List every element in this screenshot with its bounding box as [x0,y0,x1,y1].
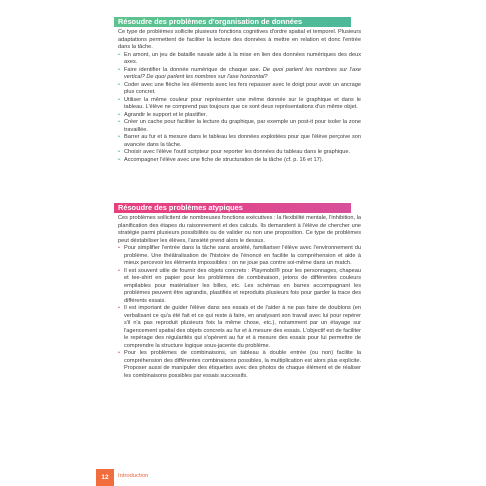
section-body-atypical-problems [118,215,361,380]
bullet-icon: • [118,66,120,73]
list-item [118,157,361,165]
bullet-icon: • [118,267,120,274]
bullet-icon: • [118,96,120,103]
list-item-text: Faire identifier la donnée numérique de chaque axe. [124,66,263,73]
list-item [118,305,361,350]
list-item [118,97,361,112]
list-item-text: Pour simplifier l'entrée dans la tâche sans anxiété, familiariser l'élève avec l'environnement du problème. Une théâtralisation de l'histoire de l'énoncé en facilite la compréhension et aide à mieux percevoir les éléments impossibles : on ne joue pas contre soi-même dans un match. [124,245,361,266]
section-body-data-organization [118,29,361,164]
section-heading-data-organization: Résoudre des problèmes d'organisation de données [114,17,351,27]
bullet-icon: • [118,119,120,125]
list-item [118,245,361,268]
list-item [118,67,361,82]
list-item-text: De quoi parlent les nombres sur l'axe vertical? De quoi parlent les nombres sur l'axe horizontal? [124,66,362,80]
list-item [118,149,361,157]
section-heading-atypical-problems: Résoudre des problèmes atypiques [114,203,351,213]
section-intro: Ce type de problèmes sollicite plusieurs fonctions cognitives d'ordre spatial et temporel. Plusieurs adaptations permettent de faciliter la lecture des données à mettre en relation et donc l'entrée dans la tâche. [118,29,361,50]
list-item-text: Accompagner l'élève avec une fiche de structuration de la tâche (cf. p. 16 et 17). [124,156,324,163]
list-item [118,268,361,306]
bullet-icon: • [118,111,120,118]
list-item-text: Il est important de guider l'élève dans ses essais et de l'aider à ne pas faire de doublons (en verbalisant ce qu'a été fait et ce qui reste à faire, en analysant son travail avec lui pour repérer s'il n'a pas reproduit plusieurs fois la même chose, etc.), notamment par un étayage sur l'agencement spatial des objets concrets au fur et à mesure des essais. L'objectif est de faciliter le repérage des régularités qui s'opèrent au fur et à mesure des essais pour lui permettre de comprendre la structure logique sous-jacente du problème. [124,305,361,349]
list-item-text: Coder avec une flèche les éléments avec les fers repasser avec le doigt pour avoir un ancrage plus concret. [124,81,361,95]
bullet-icon: • [118,51,120,58]
bullet-list [118,245,361,380]
list-item-text: Créer un cache pour faciliter la lecture du graphique, par exemple un post-it pour isoler la zone travaillée. [124,119,361,133]
list-item [118,134,361,149]
bullet-icon: • [118,81,120,88]
list-item-text: Agrandir le support et le plastifier. [124,111,208,118]
list-item [118,112,361,120]
bullet-icon: • [118,156,120,163]
list-item-text: Il est souvent utile de fournir des objets concrets : Playmobil® pour les personnages, chapeau et tee-shirt en papier pour les problèmes de combinaison, jetons de différentes couleurs empilables pour matérialiser les billes, etc. Les schémas en barres accompagnant les problèmes peuvent être agrandis, plastifiés et reproduits plusieurs fois pour garder la trace des différents essais. [124,267,361,304]
bullet-icon: • [118,305,120,311]
bullet-list [118,52,361,165]
list-item [118,119,361,134]
list-item-text: Utiliser la même couleur pour représenter une même donnée sur le graphique et dans le tableau. L'élève ne comprend pas toujours que ce sont deux représentations d'un même objet. [124,96,361,110]
list-item [118,82,361,97]
list-item-text: Choisir avec l'élève l'outil scripteur pour reporter les données du tableau dans le graphique. [124,149,351,155]
list-item [118,350,361,380]
list-item-text: En amont, un jeu de bataille navale aide à la mise en lien des données numériques des deux axes. [124,51,361,65]
footer-section-label: Introduction [118,473,149,479]
list-item [118,52,361,67]
page-number: 12 [96,469,114,486]
bullet-icon: • [118,149,120,155]
list-item-text: Barrer au fur et à mesure dans le tableau les données exploitées pour que l'élève perçoive son avancée dans la tâche. [124,134,361,148]
bullet-icon: • [118,134,120,140]
bullet-icon: • [118,245,120,251]
list-item-text: Pour les problèmes de combinaisons, un tableau à double entrée (ou non) facilite la compréhension des différentes combinaisons possibles, la multiplication est alors plus explicite. Proposer aussi de manipuler des étiquettes avec des photos de chaque élément et de réaliser les combinaisons possibles par essais successifs. [124,350,361,379]
section-intro: Ces problèmes sollicitent de nombreuses fonctions exécutives : la flexibilité mentale, l'inhibition, la planification des étapes du raisonnement et des calculs. Ils demandent à l'élève de chercher une stratégie parmi plusieurs possibilités ou de valider ou non une proposition. Ce type de problèmes peut déstabiliser les élèves, l'anxiété prend alors le dessus. [118,215,361,244]
bullet-icon: • [118,350,120,356]
